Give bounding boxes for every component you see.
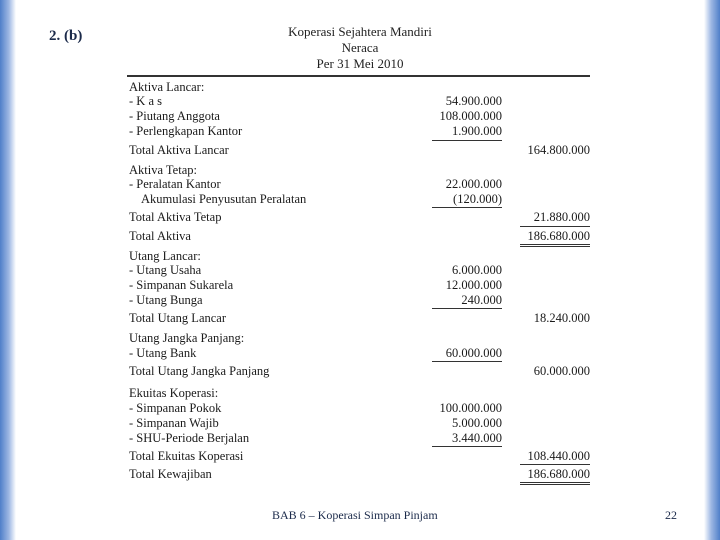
row-amount: (120.000) <box>453 192 502 206</box>
row-label: - Utang Usaha <box>129 263 202 277</box>
row-label: - Utang Bank <box>129 346 197 360</box>
row-total: 108.440.000 <box>527 449 590 463</box>
row-label: - Simpanan Wajib <box>129 416 219 430</box>
row-amount: 60.000.000 <box>445 346 502 360</box>
sum-rule-line <box>520 246 590 247</box>
balance-row <box>127 401 590 416</box>
sum-rule-line <box>520 482 590 483</box>
row-total: 21.880.000 <box>533 210 590 224</box>
row-total: 186.680.000 <box>527 467 590 481</box>
balance-row <box>127 263 590 278</box>
row-label: Total Kewajiban <box>129 467 212 481</box>
balance-row <box>127 80 590 95</box>
row-amount: 22.000.000 <box>445 177 502 191</box>
row-label: - Peralatan Kantor <box>129 177 221 191</box>
row-label: - Perlengkapan Kantor <box>129 124 243 138</box>
sum-rule-line <box>432 207 502 208</box>
balance-row <box>127 278 590 293</box>
row-label: Total Aktiva <box>129 229 191 243</box>
balance-row <box>127 124 590 139</box>
row-label: - SHU-Periode Berjalan <box>129 431 250 445</box>
footer-chapter: BAB 6 – Koperasi Simpan Pinjam <box>272 508 438 522</box>
right-border-decoration <box>704 0 720 540</box>
row-label: Aktiva Tetap: <box>129 163 197 177</box>
balance-row <box>127 467 590 482</box>
row-label: Utang Jangka Panjang: <box>129 331 245 345</box>
sum-rule-line <box>520 244 590 245</box>
table-top-rule <box>127 75 590 77</box>
row-label: Total Utang Jangka Panjang <box>129 364 270 378</box>
row-label: Aktiva Lancar: <box>129 80 205 94</box>
balance-row <box>127 229 590 244</box>
sum-rule-line <box>520 484 590 485</box>
row-amount: 54.900.000 <box>445 94 502 108</box>
row-amount: 100.000.000 <box>439 401 502 415</box>
report-title: Neraca <box>341 40 379 55</box>
sum-rule-line <box>432 140 502 141</box>
row-total: 18.240.000 <box>533 311 590 325</box>
row-label: - Simpanan Pokok <box>129 401 222 415</box>
row-label: Total Aktiva Tetap <box>129 210 222 224</box>
balance-row <box>127 192 590 207</box>
row-amount: 3.440.000 <box>452 431 502 445</box>
balance-row <box>127 249 590 264</box>
left-border-decoration <box>0 0 16 540</box>
row-label: Total Utang Lancar <box>129 311 226 325</box>
balance-sheet-header <box>250 24 470 72</box>
row-amount: 12.000.000 <box>445 278 502 292</box>
row-total: 186.680.000 <box>527 229 590 243</box>
row-label: - Piutang Anggota <box>129 109 220 123</box>
balance-row <box>127 416 590 431</box>
balance-row <box>127 364 590 379</box>
sum-rule-line <box>520 464 590 465</box>
row-label: - K a s <box>129 94 162 108</box>
sum-rule-line <box>432 446 502 447</box>
balance-row <box>127 331 590 346</box>
row-amount: 6.000.000 <box>452 263 502 277</box>
row-label: Akumulasi Penyusutan Peralatan <box>141 192 307 206</box>
row-label: Total Aktiva Lancar <box>129 143 229 157</box>
row-amount: 1.900.000 <box>452 124 502 138</box>
balance-row <box>127 210 590 225</box>
balance-row <box>127 163 590 178</box>
balance-row <box>127 431 590 446</box>
row-amount: 5.000.000 <box>452 416 502 430</box>
balance-row <box>127 143 590 158</box>
balance-row <box>127 311 590 326</box>
row-total: 164.800.000 <box>527 143 590 157</box>
balance-row <box>127 386 590 401</box>
row-amount: 108.000.000 <box>439 109 502 123</box>
row-label: Total Ekuitas Koperasi <box>129 449 244 463</box>
sum-rule-line <box>432 361 502 362</box>
sum-rule-line <box>520 226 590 227</box>
slide-label: 2. (b) <box>49 28 83 44</box>
balance-row <box>127 346 590 361</box>
balance-row <box>127 109 590 124</box>
row-label: Ekuitas Koperasi: <box>129 386 219 400</box>
company-name: Koperasi Sejahtera Mandiri <box>288 24 432 39</box>
row-label: - Utang Bunga <box>129 293 203 307</box>
balance-row <box>127 293 590 308</box>
row-total: 60.000.000 <box>533 364 590 378</box>
row-amount: 240.000 <box>461 293 502 307</box>
page-number: 22 <box>665 508 677 522</box>
balance-row <box>127 177 590 192</box>
balance-row <box>127 449 590 464</box>
sum-rule-line <box>432 308 502 309</box>
report-period: Per 31 Mei 2010 <box>316 56 404 71</box>
row-label: - Simpanan Sukarela <box>129 278 234 292</box>
row-label: Utang Lancar: <box>129 249 201 263</box>
balance-row <box>127 94 590 109</box>
